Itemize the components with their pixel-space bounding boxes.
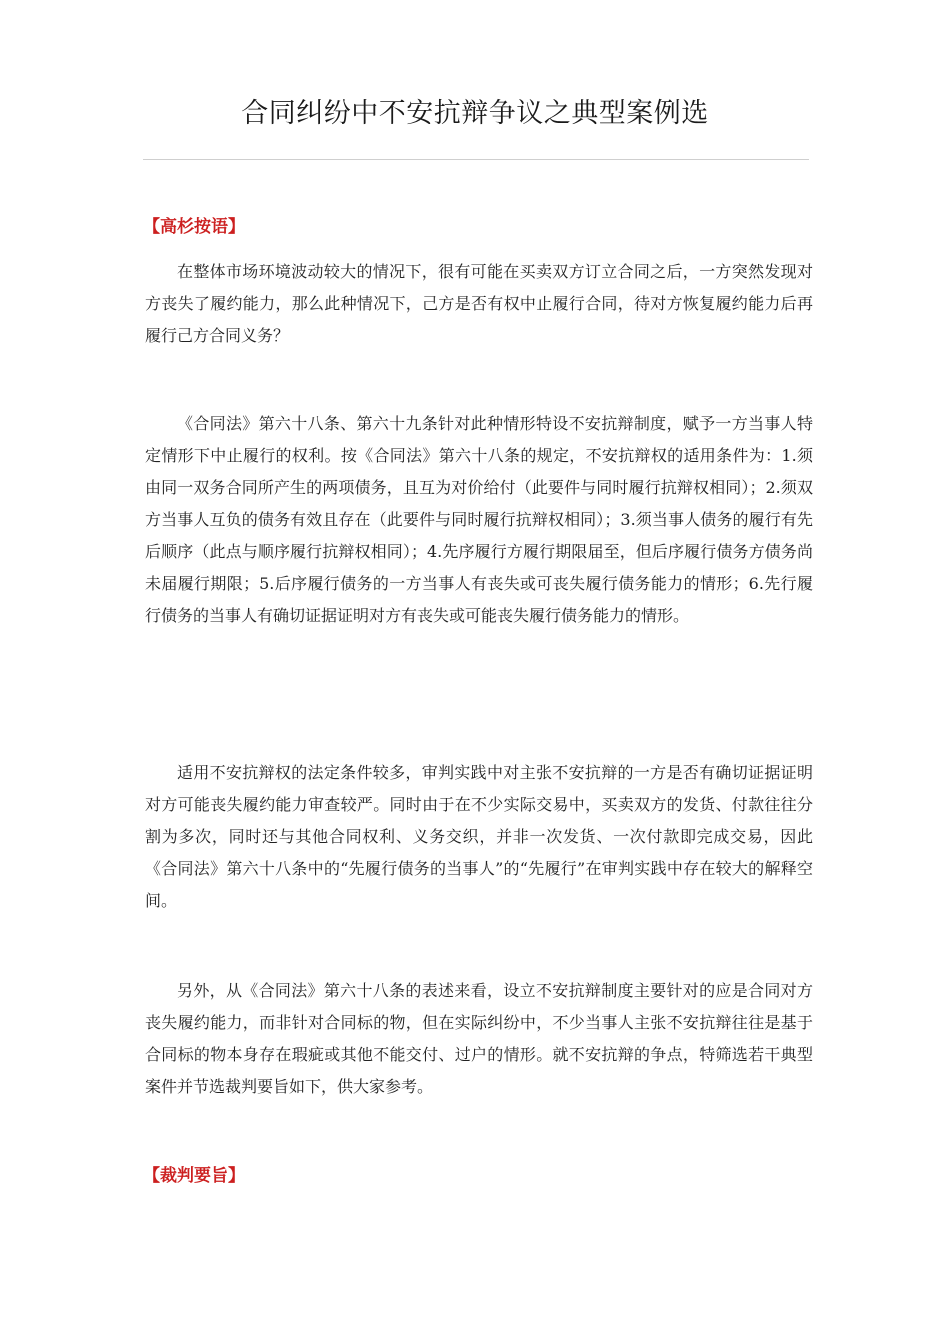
paragraph-legal-conditions: 《合同法》第六十八条、第六十九条针对此种情形特设不安抗辩制度，赋予一方当事人特定情形下中止履行的权利。按《合同法》第六十八条的规定，不安抗辩权的适用条件为：1.须由同一双务合同所产生的两项债务，且互为对价给付（此要件与同时履行抗辩权相同）；2.须双方当事人互负的债务有效且存在（此要件与同时履行抗辩权相同）；3.须当事人债务的履行有先后顺序（此点与顺序履行抗辩权相同）；4.先序履行方履行期限届至，但后序履行债务方债务尚未届履行期限；5.后序履行债务的一方当事人有丧失或可丧失履行债务能力的情形；6.先行履行债务的当事人有确切证据证明对方有丧失或可能丧失履行债务能力的情形。	[145, 414, 813, 625]
document-title: 合同纠纷中不安抗辩争议之典型案例选	[241, 98, 709, 129]
title-divider	[143, 159, 809, 160]
paragraph-intro: 在整体市场环境波动较大的情况下，很有可能在买卖双方订立合同之后，一方突然发现对方丧失了履约能力，那么此种情况下，己方是否有权中止履行合同，待对方恢复履约能力后再履行己方合同义务？	[145, 262, 813, 345]
paragraph-case-selection: 另外，从《合同法》第六十八条的表述来看，设立不安抗辩制度主要针对的应是合同对方丧失履约能力，而非针对合同标的物，但在实际纠纷中，不少当事人主张不安抗辩往往是基于合同标的物本身存在瑕疵或其他不能交付、过户的情形。就不安抗辩的争点，特筛选若干典型案件并节选裁判要旨如下，供大家参考。	[145, 981, 813, 1096]
judgment-heading: 【裁判要旨】	[143, 1166, 245, 1186]
paragraph-judicial-practice: 适用不安抗辩权的法定条件较多，审判实践中对主张不安抗辩的一方是否有确切证据证明对方可能丧失履约能力审查较严。同时由于在不少实际交易中，买卖双方的发货、付款往往分割为多次，同时还与其他合同权利、义务交织，并非一次发货、一次付款即完成交易，因此《合同法》第六十八条中的“先履行债务的当事人”的“先履行”在审判实践中存在较大的解释空间。	[145, 763, 813, 910]
editor-note-heading: 【高杉按语】	[143, 217, 245, 237]
